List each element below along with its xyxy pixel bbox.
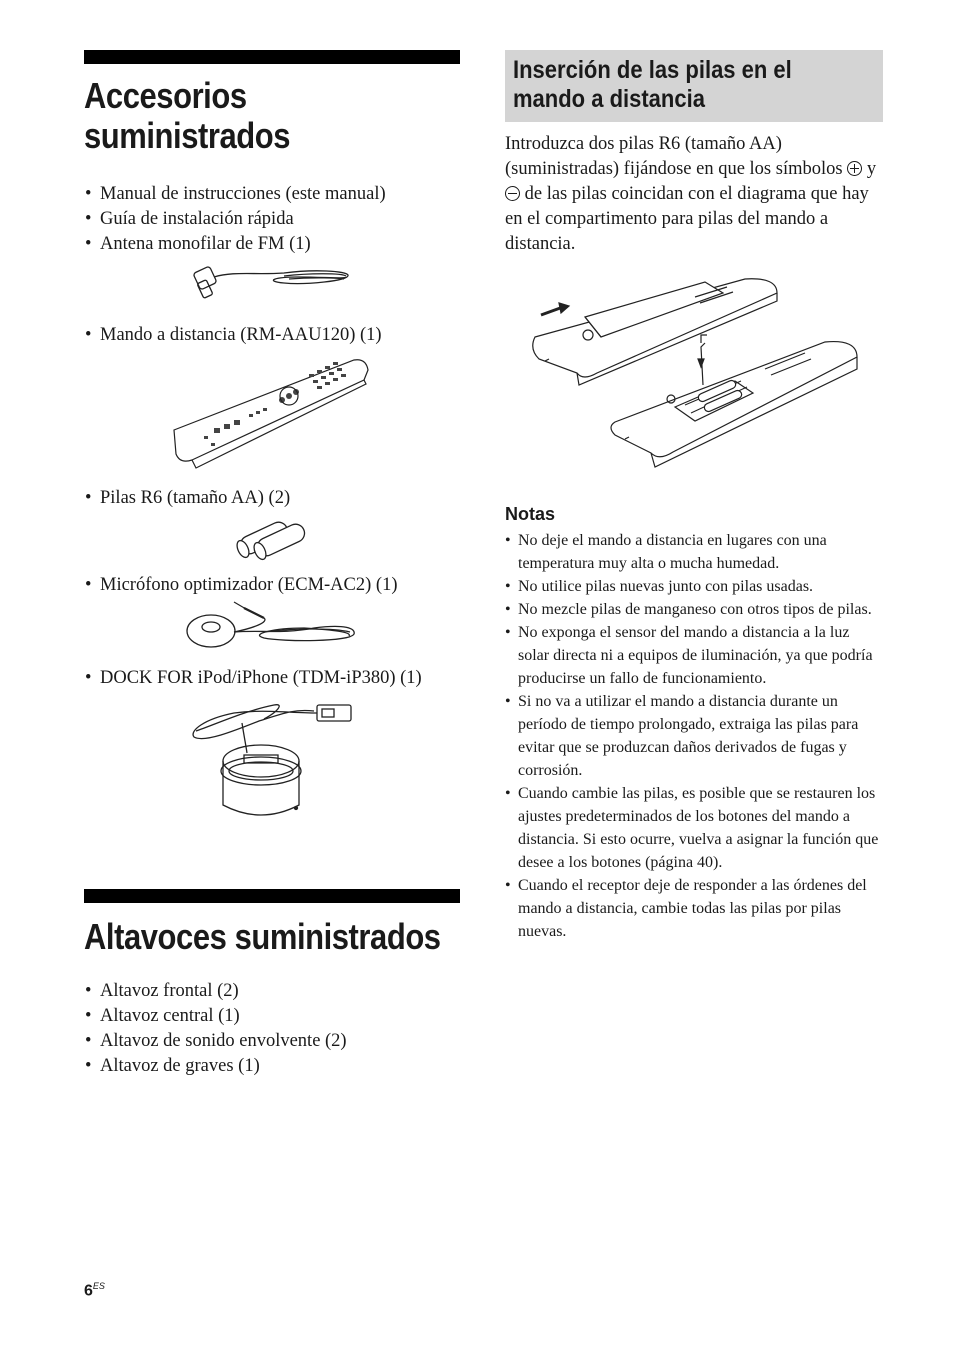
list-item: • No mezcle pilas de manganeso con otros tipos de pilas. [505, 598, 883, 621]
notes-section [505, 503, 883, 943]
accessories-list-2 [84, 323, 460, 348]
list-item: • Manual de instrucciones (este manual) [84, 182, 460, 207]
list-item: • Guía de instalación rápida [84, 207, 460, 232]
list-item: • Micrófono optimizador (ECM-AC2) (1) [84, 573, 460, 598]
notes-list [505, 529, 883, 943]
list-item: • Si no va a utilizar el mando a distancia durante un período de tiempo prolongado, extraiga las pilas para evitar que se produzcan daños derivados de fugas y corrosión. [505, 690, 883, 782]
list-item: • Antena monofilar de FM (1) [84, 232, 460, 257]
page-number: $6^{ES}$ [84, 1281, 105, 1300]
list-item: • Mando a distancia (RM-AAU120) (1) [84, 323, 460, 348]
list-item: • No exponga el sensor del mando a distancia a la luz solar directa ni a equipos de iluminación, ya que podría producirse un fallo de funcionamiento. [505, 621, 883, 690]
list-item: • Cuando el receptor deje de responder a las órdenes del mando a distancia, cambie todas las pilas por pilas nuevas. [505, 874, 883, 943]
heading-rule [84, 889, 460, 903]
notes-title: Notas [505, 504, 556, 524]
accessories-list-3 [84, 486, 460, 511]
batteries-illustration [84, 511, 460, 567]
accessories-list [84, 182, 460, 257]
list-item: • Pilas R6 (tamaño AA) (2) [84, 486, 460, 511]
speakers-title: Altavoces suministrados [84, 916, 441, 957]
accessories-title: Accesorios suministrados [84, 75, 291, 156]
list-item: • Altavoz de graves (1) [84, 1054, 460, 1079]
accessories-list-4 [84, 573, 460, 598]
plus-symbol-icon [847, 161, 862, 176]
battery-insertion-illustration [505, 277, 883, 477]
list-item: • Altavoz de sonido envolvente (2) [84, 1029, 460, 1054]
list-item: • Altavoz frontal (2) [84, 979, 460, 1004]
speakers-list [84, 979, 460, 1079]
right-column [505, 50, 883, 943]
heading-rule [84, 50, 460, 64]
remote-control-illustration [84, 348, 460, 476]
list-item: • DOCK FOR iPod/iPhone (TDM-iP380) (1) [84, 666, 460, 691]
minus-symbol-icon [505, 186, 520, 201]
battery-intro: Introduzca dos pilas R6 (tamaño AA) (suministradas) fijándose en que los símbolos y de las pilas coincidan con el diagrama que hay en el compartimento para pilas del mando a distancia. [505, 134, 877, 254]
ipod-dock-illustration [84, 691, 460, 841]
microphone-illustration [84, 598, 460, 656]
battery-section-heading: Inserción de las pilas en el mando a distancia [505, 50, 883, 122]
list-item: • No deje el mando a distancia en lugares con una temperatura muy alta o mucha humedad. [505, 529, 883, 575]
list-item: • Altavoz central (1) [84, 1004, 460, 1029]
list-item: • Cuando cambie las pilas, es posible que se restauren los ajustes predeterminados de los botones del mando a distancia. Si esto ocurre, vuelva a asignar la función que desee a los botones (página 40). [505, 782, 883, 874]
fm-antenna-illustration [84, 257, 460, 309]
left-column [84, 50, 460, 1079]
list-item: • No utilice pilas nuevas junto con pilas usadas. [505, 575, 883, 598]
accessories-list-5 [84, 666, 460, 691]
